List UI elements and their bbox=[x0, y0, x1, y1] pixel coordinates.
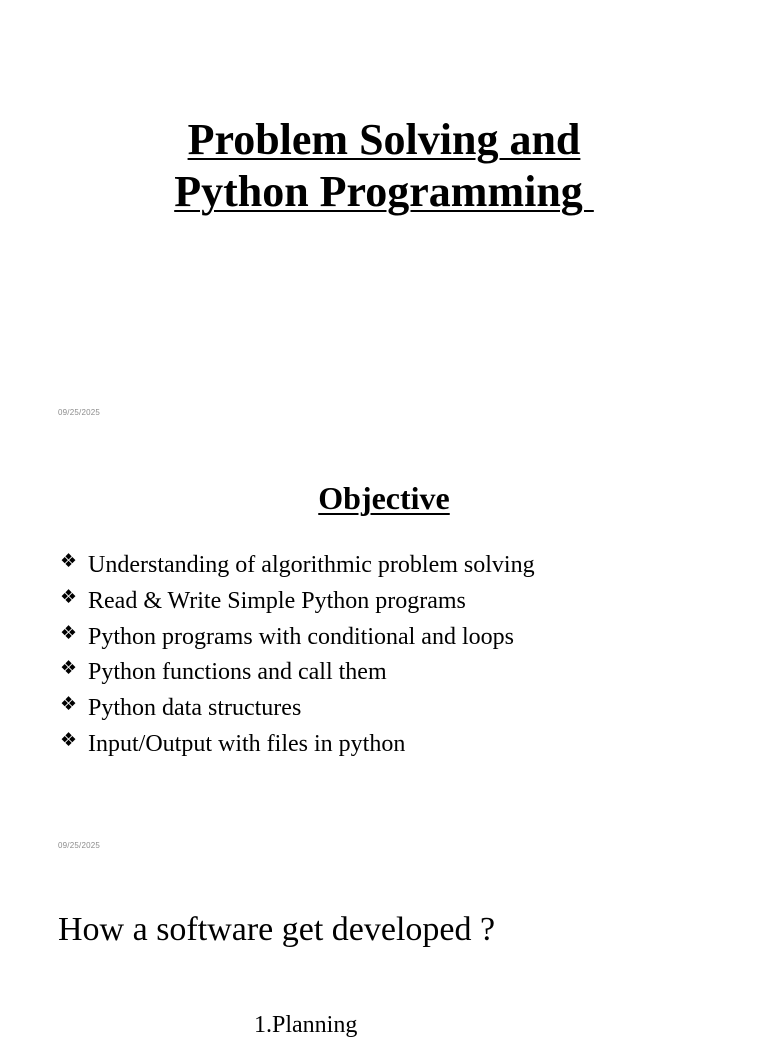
list-item-text: Input/Output with files in python bbox=[88, 730, 406, 757]
slide-title-line-2: Python Programming bbox=[174, 167, 594, 216]
title-slide bbox=[0, 0, 768, 432]
list-item bbox=[60, 655, 535, 691]
list-item-text: Understanding of algorithmic problem solving bbox=[88, 552, 535, 578]
objective-heading: Objective bbox=[318, 480, 450, 516]
diamond-bullet-icon: ❖ bbox=[60, 728, 78, 751]
list-item bbox=[60, 584, 535, 620]
slide-heading: How a software get developed ? bbox=[58, 911, 496, 948]
list-item bbox=[60, 620, 535, 656]
diamond-bullet-icon: ❖ bbox=[60, 693, 78, 716]
list-item bbox=[60, 548, 535, 584]
list-item-text: Python programs with conditional and loops bbox=[88, 623, 514, 650]
diamond-bullet-icon: ❖ bbox=[60, 585, 78, 608]
slide-title bbox=[0, 114, 768, 218]
diamond-bullet-icon: ❖ bbox=[60, 550, 78, 572]
slide-date: 09/25/2025 bbox=[58, 408, 101, 417]
list-item bbox=[60, 691, 535, 727]
objective-list bbox=[60, 548, 535, 763]
diamond-bullet-icon: ❖ bbox=[60, 657, 78, 680]
development-slide bbox=[0, 864, 768, 1038]
diamond-bullet-icon: ❖ bbox=[60, 621, 78, 644]
list-item-text: Python functions and call them bbox=[88, 659, 387, 686]
list-item bbox=[60, 727, 535, 763]
slide-title-line-1: Problem Solving and bbox=[187, 115, 581, 164]
step-item-planning: 1.Planning bbox=[254, 1012, 358, 1038]
list-item-text: Python data structures bbox=[88, 695, 302, 722]
slide-date: 09/25/2025 bbox=[58, 841, 101, 850]
objective-slide bbox=[0, 432, 768, 864]
list-item-text: Read & Write Simple Python programs bbox=[88, 587, 466, 614]
